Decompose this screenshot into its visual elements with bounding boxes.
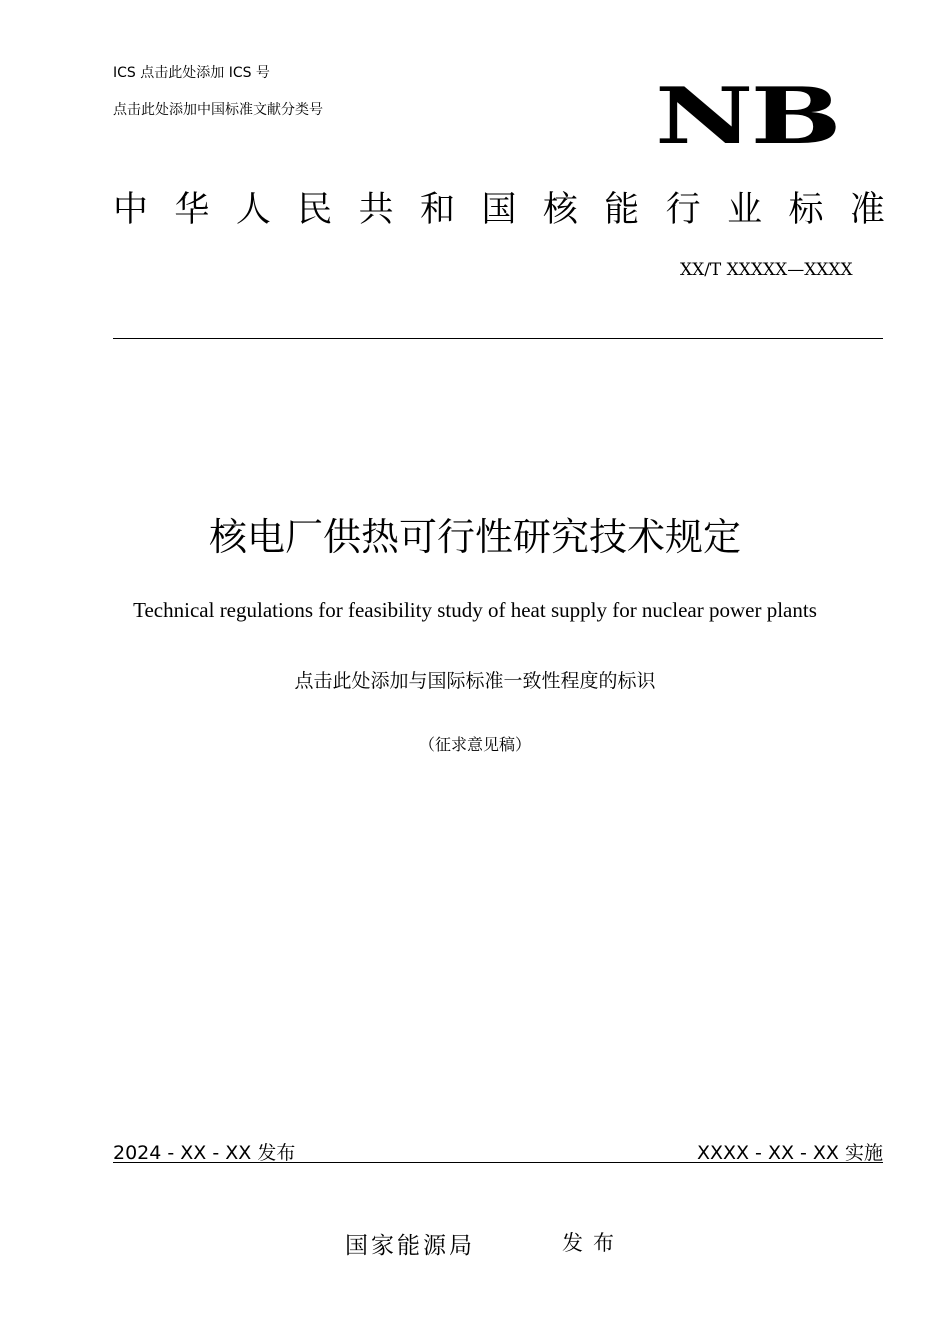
implementation-date: XXXX - XX - XX 实施 bbox=[696, 1142, 883, 1164]
title-char: 民 bbox=[297, 189, 333, 230]
classification-number[interactable]: 点击此处添加中国标准文献分类号 bbox=[113, 102, 323, 118]
document-title-cn: 核电厂供热可行性研究技术规定 bbox=[208, 515, 741, 559]
title-char: 国 bbox=[481, 189, 517, 230]
title-char: 行 bbox=[665, 189, 701, 230]
nb-logo: NB bbox=[655, 71, 839, 162]
draft-status: （征求意见稿） bbox=[418, 735, 531, 754]
bottom-divider bbox=[113, 1162, 883, 1163]
title-char: 核 bbox=[542, 189, 578, 230]
consistency-note[interactable]: 点击此处添加与国际标准一致性程度的标识 bbox=[294, 670, 656, 692]
standard-category-title bbox=[113, 186, 885, 234]
top-divider bbox=[113, 338, 883, 339]
title-char: 标 bbox=[788, 189, 824, 230]
publish-label: 发布 bbox=[562, 1231, 624, 1255]
title-char: 人 bbox=[235, 189, 271, 230]
ics-number[interactable]: ICS 点击此处添加 ICS 号 bbox=[113, 65, 270, 81]
title-char: 业 bbox=[727, 189, 763, 230]
title-char: 准 bbox=[849, 189, 885, 230]
release-date: 2024 - XX - XX 发布 bbox=[113, 1142, 296, 1164]
document-title-en: Technical regulations for feasibility study of heat supply for nuclear power plants bbox=[133, 598, 817, 622]
title-char: 共 bbox=[358, 189, 394, 230]
title-char: 和 bbox=[420, 189, 456, 230]
title-char: 中 bbox=[113, 189, 149, 230]
issuer-name: 国家能源局 bbox=[345, 1233, 475, 1259]
title-char: 能 bbox=[604, 189, 640, 230]
title-char: 华 bbox=[174, 189, 210, 230]
date-row bbox=[113, 1138, 883, 1165]
standard-code: XX/T XXXXX—XXXX bbox=[680, 260, 853, 280]
